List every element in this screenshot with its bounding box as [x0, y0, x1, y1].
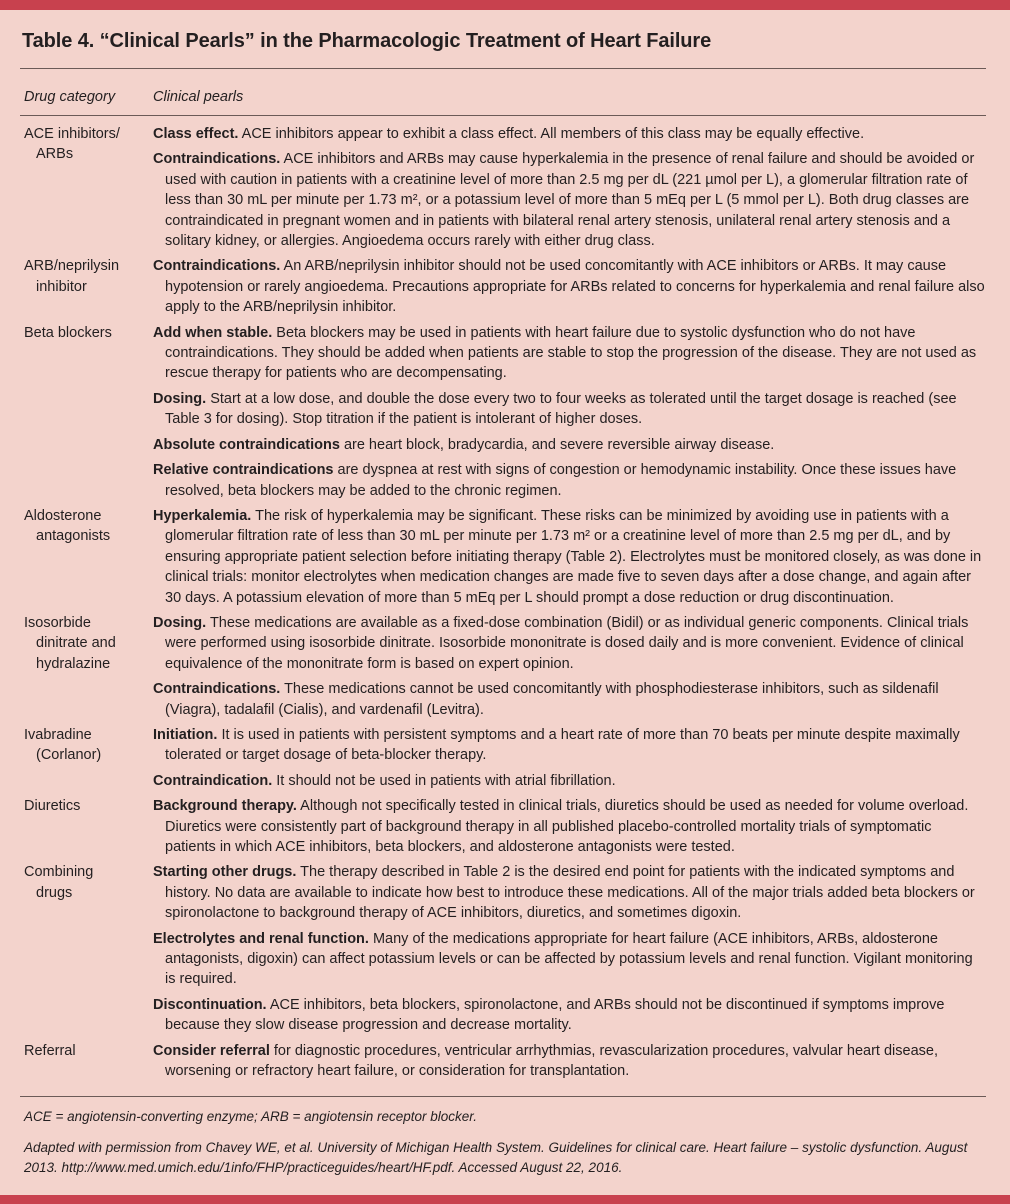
pearl-text: Start at a low dose, and double the dose every two to four weeks as tolerated until the target dosage is reached (see Table 3 for dosing). Stop titration if the patient is intolerant of higher doses.	[165, 390, 957, 428]
clinical-pearl	[153, 995, 986, 1036]
clinical-pearls	[153, 796, 986, 857]
clinical-pearl	[153, 506, 986, 608]
clinical-pearl	[153, 460, 986, 501]
header-divider	[20, 115, 986, 116]
table-row	[20, 862, 986, 1035]
drug-category-line: Ivabradine	[24, 726, 92, 743]
clinical-pearl	[153, 771, 986, 791]
pearl-text: Many of the medications appropriate for heart failure (ACE inhibitors, ARBs, aldosterone antagonists, digoxin) can affect potassium levels or can be affected by potassium levels and renal function. Vigilant monitoring is required.	[165, 930, 973, 988]
clinical-pearls	[153, 506, 986, 608]
pearl-label: Contraindications.	[153, 681, 281, 698]
drug-category-line: Isosorbide	[24, 614, 91, 631]
bottom-accent-bar	[0, 1195, 1010, 1204]
pearl-text: The therapy described in Table 2 is the desired end point for patients with the indicated symptoms and history. No data are available to indicate how best to introduce these medications. All of the major trials added beta blockers or spironolactone to background therapy of ACE inhibitors, diuretics, and sometimes digoxin.	[165, 864, 975, 922]
clinical-pearl	[153, 929, 986, 990]
pearl-label: Absolute contraindications	[153, 436, 340, 453]
pearl-label: Contraindications.	[153, 258, 281, 275]
pearl-label: Background therapy.	[153, 798, 297, 815]
table-row	[20, 323, 986, 501]
column-header-category: Drug category	[24, 89, 116, 105]
drug-category	[24, 862, 144, 903]
drug-category	[24, 613, 144, 674]
pearl-label: Relative contraindications	[153, 462, 334, 479]
pearl-text: for diagnostic procedures, ventricular arrhythmias, revascularization procedures, valvular heart disease, worsening or refractory heart failure, or consideration for transplantation.	[165, 1042, 938, 1080]
pearl-text: These medications cannot be used concomitantly with phosphodiesterase inhibitors, such as sildenafil (Viagra), tadalafil (Cialis), and vardenafil (Levitra).	[165, 681, 939, 718]
clinical-pearl	[153, 725, 986, 766]
pearl-label: Initiation.	[153, 726, 218, 743]
drug-category-line: ARB/neprilysin	[24, 258, 120, 275]
table-row	[20, 725, 986, 791]
clinical-pearls	[153, 124, 986, 251]
clinical-pearl	[153, 149, 986, 251]
pearl-label: Contraindication.	[153, 772, 273, 789]
table-body	[20, 124, 986, 1086]
pearl-label: Hyperkalemia.	[153, 507, 252, 524]
pearl-text: ACE inhibitors and ARBs may cause hyperkalemia in the presence of renal failure and should be avoided or used with caution in patients with a creatinine level of more than 2.5 mg per dL (221 µmol per L), a glomerular filtration rate of less than 30 mL per minute per 1.73 m², or a potassium level of more than 5 mEq per L (5 mmol per L). Both drug classes are contraindicated in pregnant women and in patients with bilateral renal artery stenosis, unilateral renal artery stenosis and a solitary kidney, or allergies. Angioedema occurs rarely with either drug class.	[165, 151, 975, 250]
pearl-label: Starting other drugs.	[153, 864, 297, 881]
drug-category	[24, 256, 144, 297]
clinical-pearls	[153, 256, 986, 317]
top-accent-bar	[0, 0, 1010, 10]
table-row	[20, 613, 986, 720]
clinical-pearl	[153, 124, 986, 144]
pearl-label: Dosing.	[153, 614, 207, 631]
pearl-text: ACE inhibitors appear to exhibit a class effect. All members of this class may be equally effective.	[238, 126, 865, 142]
pearl-label: Discontinuation.	[153, 996, 267, 1013]
pearl-text: are dyspnea at rest with signs of congestion or hemodynamic instability. Once these issues have resolved, beta blockers may be added to the chronic regimen.	[165, 462, 957, 499]
pearl-label: Dosing.	[153, 390, 207, 407]
clinical-pearls	[153, 1041, 986, 1082]
drug-category	[24, 506, 144, 547]
drug-category-line: drugs	[36, 884, 73, 901]
drug-category-line: inhibitor	[36, 278, 87, 295]
drug-category-line: Beta blockers	[24, 324, 112, 341]
drug-category-line: Combining	[24, 864, 94, 881]
drug-category	[24, 124, 144, 165]
table-row	[20, 256, 986, 317]
drug-category	[24, 725, 144, 766]
drug-category-line: (Corlanor)	[36, 747, 102, 764]
drug-category-line: ACE inhibitors/	[24, 126, 120, 142]
drug-category-line: dinitrate and	[36, 635, 116, 652]
clinical-pearls	[153, 862, 986, 1035]
pearl-text: Although not specifically tested in clinical trials, diuretics should be used as needed for volume overload. Diuretics were consistently part of background therapy in all published placebo-controlled mortality trials of symptomatic patients in which ACE inhibitors, beta blockers, and aldosterone antagonists were tested.	[165, 798, 969, 855]
table-row	[20, 124, 986, 251]
footnote-source: Adapted with permission from Chavey WE, et al. University of Michigan Health System. Guidelines for clinical care. Heart failure – systolic dysfunction. August 2013. http://www.med.umich.edu/1info/FHP/practiceguides/heart/HF.pdf. Accessed August 22, 2016.	[24, 1140, 968, 1175]
pearl-label: Add when stable.	[153, 324, 273, 341]
pearl-text: It should not be used in patients with atrial fibrillation.	[272, 772, 616, 789]
table-row	[20, 796, 986, 857]
drug-category-line: Referral	[24, 1042, 76, 1059]
drug-category	[24, 323, 144, 343]
drug-category-line: Aldosterone	[24, 507, 102, 524]
pearl-text: Beta blockers may be used in patients with heart failure due to systolic dysfunction who do not have contraindications. They should be added when patients are stable to stop the progression of the disease. They are not used as rescue therapy for patients who are decompensating.	[165, 324, 977, 382]
drug-category-line: hydralazine	[36, 655, 111, 672]
drug-category-line: ARBs	[36, 146, 74, 163]
footer-divider	[20, 1096, 986, 1097]
drug-category	[24, 1041, 144, 1061]
table-title: Table 4. “Clinical Pearls” in the Pharmacologic Treatment of Heart Failure	[22, 30, 712, 52]
table-row	[20, 506, 986, 608]
pearl-label: Contraindications.	[153, 151, 281, 168]
clinical-pearls	[153, 725, 986, 791]
drug-category-line: Diuretics	[24, 798, 81, 815]
drug-category-line: antagonists	[36, 528, 111, 545]
clinical-pearls	[153, 613, 986, 720]
title-divider	[20, 68, 986, 69]
clinical-pearl	[153, 613, 986, 674]
pearl-label: Consider referral	[153, 1042, 270, 1059]
clinical-pearl	[153, 256, 986, 317]
pearl-text: These medications are available as a fixed-dose combination (Bidil) or as individual generic components. Clinical trials were performed using isosorbide dinitrate. Isosorbide mononitrate is dosed daily and is more convenient. Evidence of clinical equivalence of the mononitrate form is based on expert opinion.	[165, 614, 969, 672]
pearl-label: Class effect.	[153, 126, 239, 142]
clinical-pearl	[153, 862, 986, 923]
drug-category	[24, 796, 144, 816]
pearl-text: It is used in patients with persistent symptoms and a heart rate of more than 70 beats per minute despite maximally tolerated or target dosage of beta-blocker therapy.	[165, 726, 960, 764]
clinical-pearl	[153, 435, 986, 455]
clinical-pearl	[153, 1041, 986, 1082]
pearl-text: ACE inhibitors, beta blockers, spironolactone, and ARBs should not be discontinued if symptoms improve because they slow disease progression and decrease mortality.	[165, 996, 945, 1034]
clinical-pearls	[153, 323, 986, 501]
clinical-pearl	[153, 796, 986, 857]
pearl-text: The risk of hyperkalemia may be significant. These risks can be minimized by avoiding use in patients with a glomerular filtration rate of less than 30 mL per minute per 1.73 m² or a creatinine level of more than 2.5 mg per dL, and by ensuring appropriate patient selection before initiating therapy (Table 2). Electrolytes must be monitored closely, as was done in clinical trials: monitor electrolytes when medication changes are made five to seven days after a dose change, and again after 30 days. A potassium elevation of more than 5 mEq per L should prompt a dose reduction or drug discontinuation.	[165, 507, 982, 606]
pearl-text: An ARB/neprilysin inhibitor should not be used concomitantly with ACE inhibitors or ARBs. It may cause hypotension or rarely angioedema. Precautions appropriate for ARBs related to concerns for hyperkalemia and renal failure also apply to the ARB/neprilysin inhibitor.	[165, 258, 985, 316]
clinical-pearl	[153, 389, 986, 430]
pearl-label: Electrolytes and renal function.	[153, 930, 369, 947]
clinical-pearl	[153, 323, 986, 384]
footnote-abbreviations: ACE = angiotensin-converting enzyme; ARB = angiotensin receptor blocker.	[24, 1109, 477, 1124]
clinical-pearl	[153, 679, 986, 720]
table-row	[20, 1041, 986, 1082]
column-header-pearls: Clinical pearls	[153, 89, 244, 105]
pearl-text: are heart block, bradycardia, and severe reversible airway disease.	[339, 436, 775, 453]
